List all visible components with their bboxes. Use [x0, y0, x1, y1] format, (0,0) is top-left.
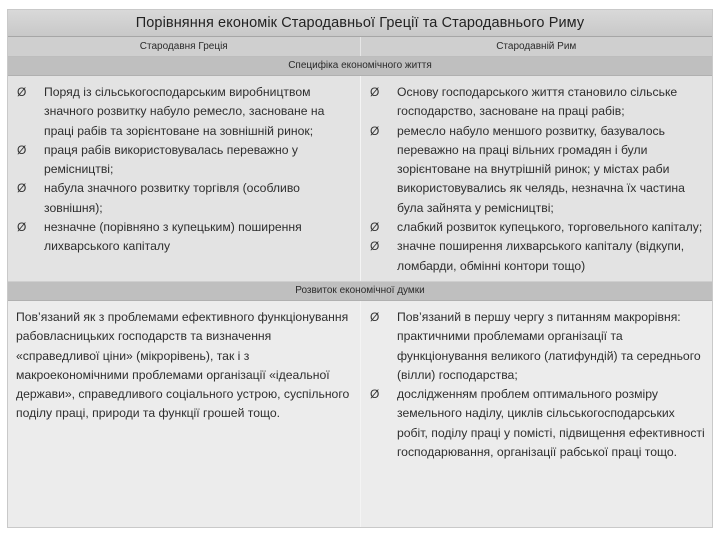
economic-life-rome [360, 76, 712, 281]
section-heading-economic-thought: Розвиток економічної думки [8, 282, 712, 301]
greece-thought-text: Пов’язаний як з проблемами ефективного функціонування рабовласницьких господарств та визначення «справедливої ціни» (мікрорівень), так і з макроекономічними проблемами організації «ідеальної держави», справедливого соціального устрою, суспільного поділу праці, природи та функції грошей тощо. [16, 310, 350, 421]
list-item: Ø значне поширення лихварського капіталу (відкупи, ломбарди, обмінні контори тощо) [370, 239, 685, 273]
list-item: Ø дослідженням проблем оптимального розміру земельного наділу, циклів сільськогосподарських робіт, поділу праці у помісті, підвищення ефективності господарювання, організації рабської праці тощо. [370, 387, 705, 460]
arrow-bullet-icon: Ø [370, 85, 380, 99]
greece-economy-list [16, 83, 354, 257]
arrow-bullet-icon: Ø [370, 123, 380, 138]
section-heading-economic-life: Специфіка економічного життя [8, 57, 712, 76]
column-headers [8, 37, 712, 57]
economic-life-row [8, 76, 712, 282]
list-item: Ø Основу господарського життя становило сільське господарство, засноване на праці рабів; [370, 85, 678, 119]
arrow-bullet-icon: Ø [17, 142, 27, 157]
arrow-bullet-icon: Ø [17, 181, 27, 196]
arrow-bullet-icon: Ø [17, 85, 27, 99]
list-item: Ø незначне (порівняно з купецьким) поширення лихварського капіталу [17, 220, 302, 254]
comparison-table [7, 9, 713, 528]
arrow-bullet-icon: Ø [370, 239, 380, 254]
list-item: Ø Пов’язаний в першу чергу з питанням макрорівня: практичними проблемами організації та функціонування великого (латифундій) та середнього (вілли) господарства; [370, 310, 701, 382]
arrow-bullet-icon: Ø [370, 310, 380, 324]
list-item: Ø Поряд із сільськогосподарським виробництвом значного розвитку набуло ремесло, засноване на праці рабів та зорієнтоване на зовнішній ринок; [17, 85, 325, 138]
economic-life-greece [8, 76, 360, 281]
table-title: Порівняння економік Стародавньої Греції та Стародавнього Риму [8, 10, 712, 37]
economic-thought-rome [360, 301, 712, 527]
arrow-bullet-icon: Ø [370, 387, 380, 402]
arrow-bullet-icon: Ø [370, 220, 380, 235]
rome-economy-list [369, 83, 706, 276]
column-header-greece: Стародавня Греція [139, 41, 228, 52]
economic-thought-row [8, 301, 712, 527]
list-item: Ø слабкий розвиток купецького, торговельного капіталу; [369, 218, 706, 237]
rome-thought-list [369, 308, 706, 462]
column-header-rome: Стародавній Рим [360, 37, 713, 56]
economic-thought-greece [8, 301, 360, 527]
list-item: Ø праця рабів використовувалась переважно у ремісництві; [17, 142, 298, 177]
list-item: Ø набула значного розвитку торгівля (особливо зовнішня); [17, 181, 300, 215]
arrow-bullet-icon: Ø [17, 220, 27, 235]
list-item: Ø ремесло набуло меншого розвитку, базувалось переважно на праці вільних громадян і були зорієнтоване на внутрішній ринок; у містах раби використовувались як челядь, незначна їх частина була зайнята у ремісництві; [370, 123, 685, 215]
